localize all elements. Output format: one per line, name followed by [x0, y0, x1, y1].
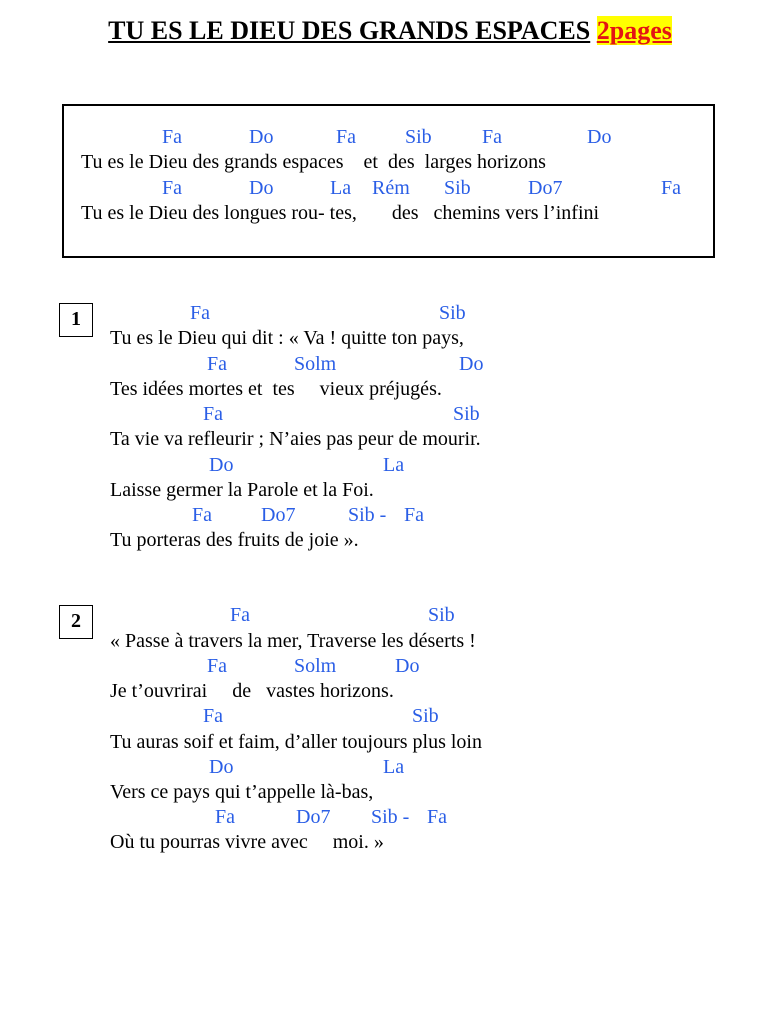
chord: Fa — [207, 353, 227, 375]
lyric-line: Tes idées mortes et tes vieux préjugés. — [110, 378, 442, 400]
chord: Fa — [230, 604, 250, 626]
chord: La — [383, 454, 405, 476]
chord: Fa — [192, 504, 212, 526]
lyric-line: Tu es le Dieu des longues rou- tes, des chemins vers l’infini — [81, 202, 600, 224]
chord: Sib — [439, 302, 466, 324]
chord: La — [383, 756, 405, 778]
chord: Fa — [203, 403, 223, 425]
page-title — [0, 16, 768, 46]
chord: Do7 — [528, 177, 563, 199]
chord: Sib — [405, 126, 432, 148]
chord: Fa — [207, 655, 227, 677]
lyric-line: « Passe à travers la mer, Traverse les déserts ! — [110, 630, 476, 652]
chord: Fa — [404, 504, 424, 526]
chord: Fa — [162, 177, 182, 199]
chord: Do — [459, 353, 484, 375]
chord: Solm — [294, 655, 337, 677]
chord: Sib — [453, 403, 480, 425]
chord: Do — [587, 126, 612, 148]
lyric-line: Tu es le Dieu qui dit : « Va ! quitte ton pays, — [110, 327, 464, 349]
chord: Do — [249, 177, 274, 199]
chord: Do7 — [296, 806, 331, 828]
chord: Rém — [372, 177, 410, 199]
verse-number: 2 — [59, 605, 93, 639]
chord: Do — [209, 454, 234, 476]
chord: Sib — [444, 177, 471, 199]
chord: Fa — [427, 806, 447, 828]
chord: Sib — [412, 705, 439, 727]
chord: Sib - — [348, 504, 387, 526]
chord: Fa — [661, 177, 681, 199]
lyric-line: Ta vie va refleurir ; N’aies pas peur de mourir. — [110, 428, 481, 450]
lyric-line: Vers ce pays qui t’appelle là-bas, — [110, 781, 374, 803]
chord: Fa — [190, 302, 210, 324]
chord: Fa — [215, 806, 235, 828]
lyric-line: Tu es le Dieu des grands espaces et des larges horizons — [81, 151, 546, 173]
chord: Fa — [336, 126, 356, 148]
chord: Do7 — [261, 504, 296, 526]
chord: Fa — [203, 705, 223, 727]
chord: Fa — [482, 126, 502, 148]
chord: Fa — [162, 126, 182, 148]
lyric-line: Je t’ouvrirai de vastes horizons. — [110, 680, 394, 702]
chord: Do — [395, 655, 420, 677]
chord: Do — [249, 126, 274, 148]
chord: Sib - — [371, 806, 410, 828]
chord: Do — [209, 756, 234, 778]
lyric-line: Où tu pourras vivre avec moi. » — [110, 831, 384, 853]
chord: Solm — [294, 353, 337, 375]
pages-label: 2pages — [596, 16, 672, 45]
lyric-line: Laisse germer la Parole et la Foi. — [110, 479, 374, 501]
song-title: TU ES LE DIEU DES GRANDS ESPACES — [108, 16, 591, 45]
verse-number: 1 — [59, 303, 93, 337]
chord: La — [330, 177, 352, 199]
lyric-line: Tu auras soif et faim, d’aller toujours plus loin — [110, 731, 482, 753]
lyric-line: Tu porteras des fruits de joie ». — [110, 529, 359, 551]
chord: Sib — [428, 604, 455, 626]
